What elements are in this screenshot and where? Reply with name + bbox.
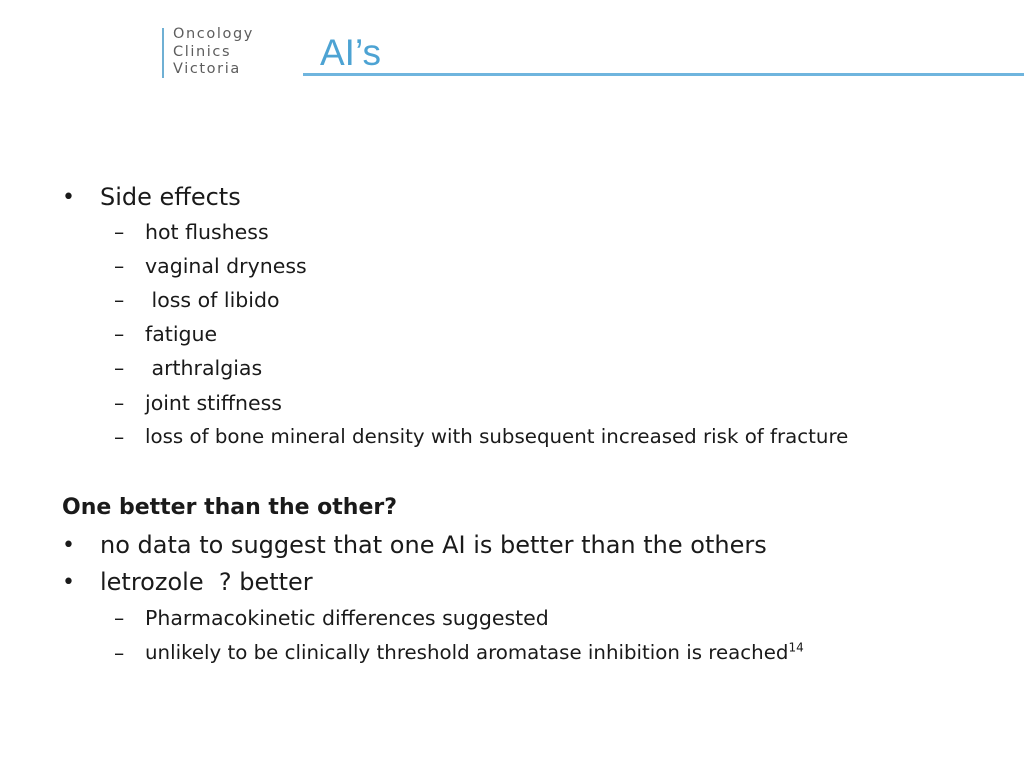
side-effect-item: joint stiffness [145,391,282,415]
dash-icon: – [114,220,125,244]
side-effects-heading: Side effects [100,183,241,211]
side-effect-item: loss of libido [145,288,280,312]
bullet-icon: • [62,570,75,595]
side-effect-item: hot flushess [145,220,269,244]
side-effect-item: loss of bone mineral density with subsequent increased risk of fracture [145,425,849,448]
sub-item-text: unlikely to be clinically threshold aromatase inhibition is reached [145,641,789,664]
comparison-sub-item [145,640,804,666]
logo-divider [162,28,164,78]
logo-line-3: Victoria [173,61,241,77]
dash-icon: – [114,288,125,312]
bullet-icon: • [62,533,75,558]
slide-title: AI’s [320,32,382,73]
citation-superscript: 14 [788,640,804,655]
comparison-bullet: no data to suggest that one AI is better than the others [100,531,767,559]
logo-line-1: Oncology [173,26,254,42]
dash-icon: – [114,254,125,278]
comparison-bullet: letrozole ? better [100,568,313,596]
logo-wordmark [173,26,254,79]
dash-icon: – [114,641,125,665]
dash-icon: – [114,425,125,449]
dash-icon: – [114,606,125,630]
comparison-heading: One better than the other? [62,495,398,520]
side-effect-item: arthralgias [145,356,263,380]
title-underline [303,73,1024,76]
side-effect-item: fatigue [145,322,218,346]
bullet-icon: • [62,185,75,210]
logo-line-2: Clinics [173,43,232,60]
dash-icon: – [114,391,125,415]
dash-icon: – [114,322,125,346]
comparison-sub-item: Pharmacokinetic differences suggested [145,606,549,630]
side-effect-item: vaginal dryness [145,254,307,278]
dash-icon: – [114,356,125,380]
